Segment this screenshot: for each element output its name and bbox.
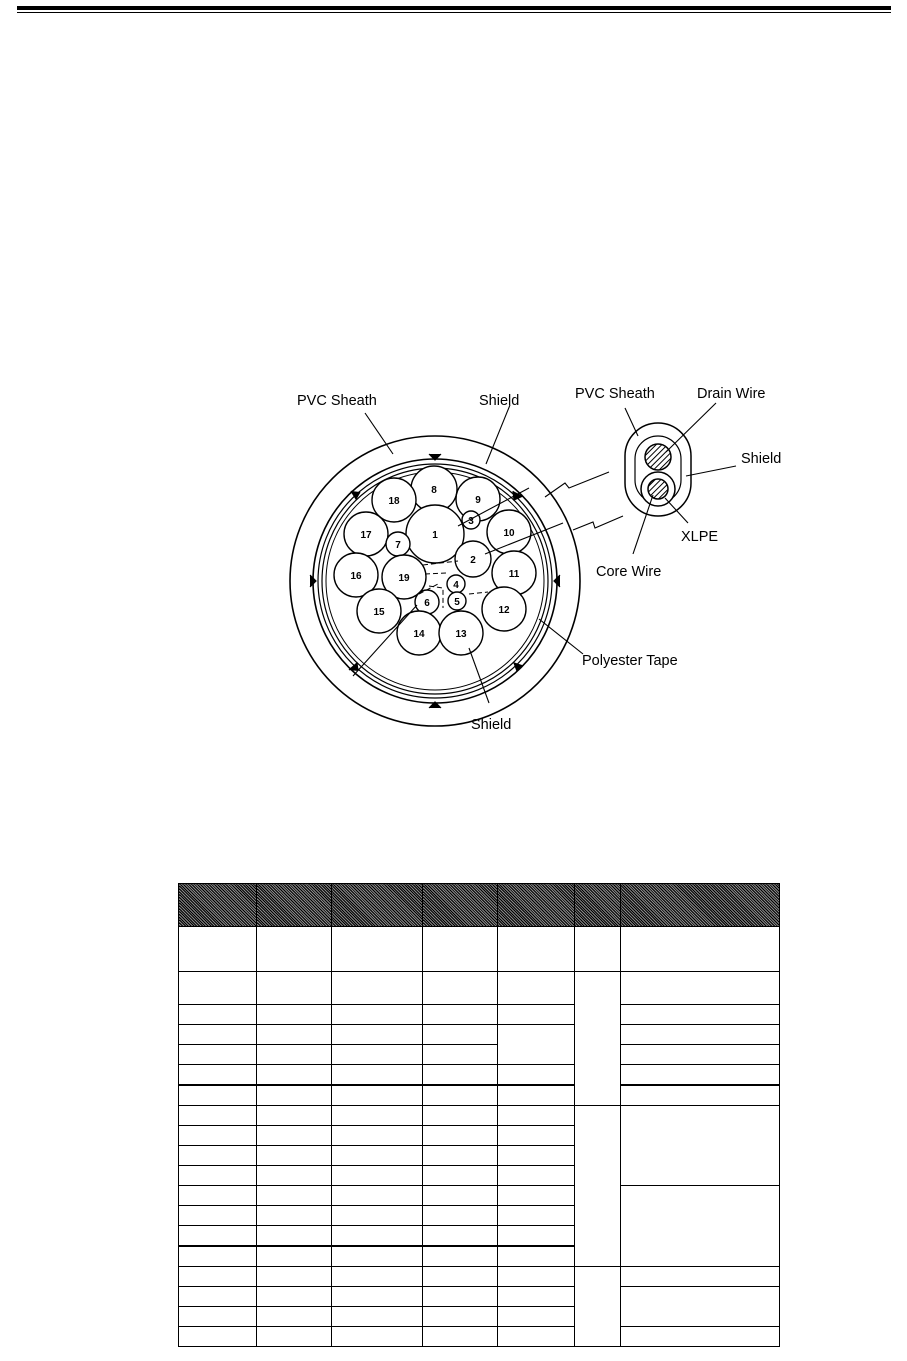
table-cell xyxy=(179,1025,257,1045)
table-cell xyxy=(332,1166,423,1186)
table-cell xyxy=(332,1327,423,1347)
table-row xyxy=(179,1186,780,1206)
label-pvc-sheath-main: PVC Sheath xyxy=(297,393,377,409)
table-cell xyxy=(332,1146,423,1166)
table-cell xyxy=(257,1166,332,1186)
table-cell xyxy=(257,1025,332,1045)
table-cell xyxy=(621,1025,780,1045)
core-label-16: 16 xyxy=(350,571,362,582)
table-cell xyxy=(257,1287,332,1307)
table-cell xyxy=(621,1287,780,1327)
table-row xyxy=(179,1005,780,1025)
header-cell xyxy=(257,884,332,927)
table-cell xyxy=(498,1126,575,1146)
table-cell xyxy=(332,1025,423,1045)
table-cell xyxy=(332,1226,423,1247)
label-shield-inset: Shield xyxy=(741,451,782,467)
core-label-4: 4 xyxy=(453,580,459,591)
table-cell xyxy=(257,1246,332,1267)
core-label-11: 11 xyxy=(508,569,520,580)
core-label-19: 19 xyxy=(398,573,410,584)
table-row xyxy=(179,1327,780,1347)
table-cell xyxy=(621,927,780,972)
table-cell xyxy=(332,1065,423,1086)
table-cell xyxy=(257,1045,332,1065)
core-label-6: 6 xyxy=(424,598,430,609)
table-cell xyxy=(179,972,257,1005)
table-cell xyxy=(179,1267,257,1287)
table-cell xyxy=(332,972,423,1005)
table-cell xyxy=(498,1287,575,1307)
table-cell xyxy=(332,1085,423,1106)
header-cell xyxy=(621,884,780,927)
table-cell xyxy=(179,927,257,972)
table-cell xyxy=(423,1085,498,1106)
table-cell xyxy=(332,1287,423,1307)
table-cell xyxy=(621,1045,780,1065)
label-polyester-tape: Polyester Tape xyxy=(582,653,678,669)
table-row xyxy=(179,1085,780,1106)
header-cell xyxy=(575,884,621,927)
table-cell xyxy=(332,1307,423,1327)
table-cell xyxy=(257,1126,332,1146)
table-cell xyxy=(423,1065,498,1086)
table-row xyxy=(179,927,780,972)
table-cell xyxy=(575,1106,621,1267)
table-cell xyxy=(332,1246,423,1267)
table-header-row xyxy=(179,884,780,927)
table-row xyxy=(179,1045,780,1065)
core-label-1: 1 xyxy=(432,530,438,541)
core-label-9: 9 xyxy=(475,495,481,506)
table-cell xyxy=(179,1166,257,1186)
table-cell xyxy=(332,1106,423,1126)
table-cell xyxy=(179,1287,257,1307)
table-cell xyxy=(179,1045,257,1065)
core-label-5: 5 xyxy=(454,597,460,608)
table-cell xyxy=(179,1005,257,1025)
table-row xyxy=(179,1106,780,1126)
table-cell xyxy=(423,1146,498,1166)
table-cell xyxy=(423,1226,498,1247)
table-cell xyxy=(575,1267,621,1347)
table-cell xyxy=(257,1106,332,1126)
core-label-12: 12 xyxy=(498,605,510,616)
core-label-17: 17 xyxy=(360,530,372,541)
core-label-13: 13 xyxy=(455,629,467,640)
table-cell xyxy=(423,1287,498,1307)
table-cell xyxy=(257,972,332,1005)
table-cell xyxy=(423,1327,498,1347)
table-cell xyxy=(621,1085,780,1106)
table-cell xyxy=(257,1226,332,1247)
table-cell xyxy=(621,1267,780,1287)
table-cell xyxy=(498,1085,575,1106)
table-cell xyxy=(423,1186,498,1206)
table-cell xyxy=(423,972,498,1005)
header-cell xyxy=(423,884,498,927)
table-cell xyxy=(498,1206,575,1226)
table-cell xyxy=(423,1005,498,1025)
table-cell xyxy=(498,1246,575,1267)
table-cell xyxy=(498,1166,575,1186)
table-cell xyxy=(423,1045,498,1065)
table-cell xyxy=(423,1025,498,1045)
table-cell xyxy=(423,927,498,972)
table-cell xyxy=(179,1246,257,1267)
table-cell xyxy=(423,1246,498,1267)
table-cell xyxy=(179,1085,257,1106)
table-cell xyxy=(621,972,780,1005)
header-rule-thick xyxy=(17,6,891,10)
table-cell xyxy=(179,1106,257,1126)
header-cell xyxy=(179,884,257,927)
table-cell xyxy=(332,1186,423,1206)
table-cell xyxy=(179,1206,257,1226)
table-row xyxy=(179,1267,780,1287)
table-cell xyxy=(575,927,621,972)
table-cell xyxy=(257,1267,332,1287)
table-cell xyxy=(257,1005,332,1025)
label-shield-bottom: Shield xyxy=(471,717,512,733)
table-row xyxy=(179,1065,780,1086)
table-cell xyxy=(257,1146,332,1166)
spec-table xyxy=(178,883,780,1347)
table-cell xyxy=(498,1146,575,1166)
header-cell xyxy=(498,884,575,927)
table-cell xyxy=(621,1327,780,1347)
table-cell xyxy=(498,1267,575,1287)
table-cell xyxy=(621,1065,780,1086)
table-cell xyxy=(257,927,332,972)
table-cell xyxy=(498,1226,575,1247)
table-cell xyxy=(498,1307,575,1327)
table-row xyxy=(179,972,780,1005)
table-cell xyxy=(332,1206,423,1226)
label-shield-top: Shield xyxy=(479,393,520,409)
table-cell xyxy=(498,1327,575,1347)
table-cell xyxy=(257,1327,332,1347)
table-cell xyxy=(332,1045,423,1065)
label-core-wire: Core Wire xyxy=(596,564,662,580)
table-cell xyxy=(423,1166,498,1186)
table-cell xyxy=(332,1126,423,1146)
table-cell xyxy=(179,1065,257,1086)
table-cell xyxy=(257,1065,332,1086)
core-label-3: 3 xyxy=(468,516,474,527)
table-cell xyxy=(257,1186,332,1206)
table-cell xyxy=(423,1267,498,1287)
table-row xyxy=(179,1287,780,1307)
table-cell xyxy=(257,1206,332,1226)
table-cell xyxy=(498,1186,575,1206)
table-row xyxy=(179,1025,780,1045)
table-cell xyxy=(423,1106,498,1126)
table-cell xyxy=(498,927,575,972)
core-label-18: 18 xyxy=(388,496,400,507)
table-cell xyxy=(179,1327,257,1347)
label-xlpe: XLPE xyxy=(681,529,719,545)
table-cell xyxy=(179,1307,257,1327)
label-drain-wire: Drain Wire xyxy=(697,386,766,402)
table-cell xyxy=(332,1267,423,1287)
table-cell xyxy=(179,1186,257,1206)
table-cell xyxy=(498,1106,575,1126)
table-cell xyxy=(498,1005,575,1025)
core-label-7: 7 xyxy=(395,540,401,551)
table-cell xyxy=(179,1126,257,1146)
table-cell xyxy=(179,1226,257,1247)
header-cell xyxy=(332,884,423,927)
header-rule-thin xyxy=(17,12,891,13)
table-cell xyxy=(332,1005,423,1025)
core-label-8: 8 xyxy=(431,485,437,496)
table-cell xyxy=(423,1307,498,1327)
core-label-15: 15 xyxy=(373,607,385,618)
table-cell xyxy=(621,1186,780,1267)
core-label-14: 14 xyxy=(413,629,425,640)
table-cell xyxy=(332,927,423,972)
core-label-10: 10 xyxy=(503,528,515,539)
core-label-2: 2 xyxy=(470,555,476,566)
table-cell xyxy=(575,972,621,1106)
table-cell xyxy=(257,1085,332,1106)
table-cell xyxy=(498,972,575,1005)
table-cell xyxy=(179,1146,257,1166)
table-cell xyxy=(423,1126,498,1146)
table-cell xyxy=(498,1025,575,1065)
cable-cross-section-diagram xyxy=(233,358,843,743)
table-cell xyxy=(423,1206,498,1226)
table-cell xyxy=(621,1106,780,1186)
table-cell xyxy=(498,1065,575,1086)
table-cell xyxy=(621,1005,780,1025)
label-pvc-sheath-inset: PVC Sheath xyxy=(575,386,655,402)
table-cell xyxy=(257,1307,332,1327)
